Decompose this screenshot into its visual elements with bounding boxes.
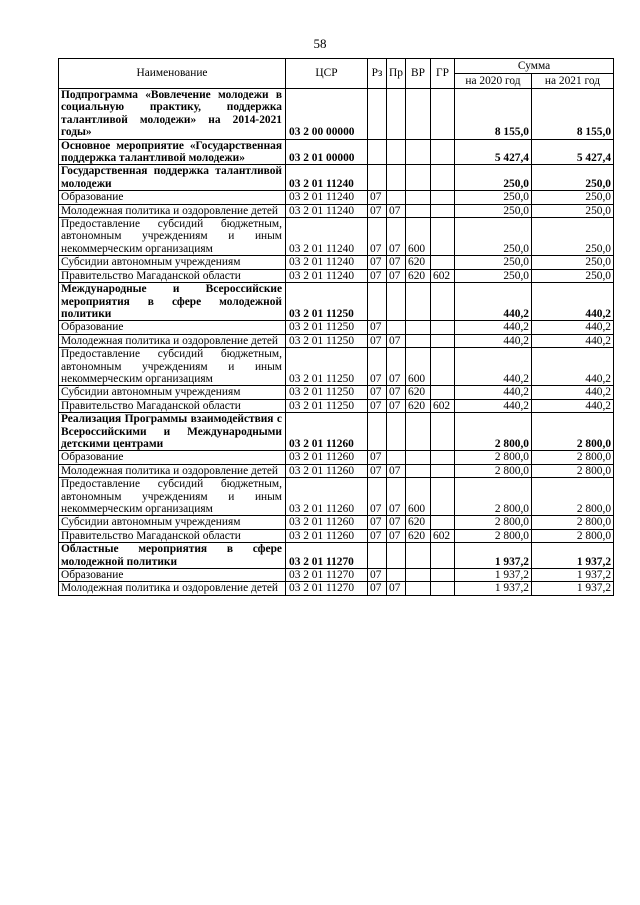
row-gr xyxy=(431,139,455,165)
table-row xyxy=(59,464,614,477)
row-csr: 03 2 01 11240 xyxy=(286,218,368,256)
table-row xyxy=(59,348,614,386)
row-gr: 602 xyxy=(431,399,455,412)
row-rz: 07 xyxy=(368,269,387,282)
row-pr: 07 xyxy=(387,348,406,386)
row-vr xyxy=(406,543,431,569)
row-amount-2021: 250,0 xyxy=(532,204,614,217)
row-amount-2020: 2 800,0 xyxy=(455,464,532,477)
row-name: Субсидии автономным учреждениям xyxy=(59,386,286,399)
row-vr: 600 xyxy=(406,348,431,386)
row-csr: 03 2 01 00000 xyxy=(286,139,368,165)
row-gr xyxy=(431,569,455,582)
row-name: Субсидии автономным учреждениям xyxy=(59,256,286,269)
row-name: Молодежная политика и оздоровление детей xyxy=(59,204,286,217)
row-name: Молодежная политика и оздоровление детей xyxy=(59,334,286,347)
row-pr: 07 xyxy=(387,516,406,529)
row-csr: 03 2 01 11250 xyxy=(286,348,368,386)
row-gr xyxy=(431,256,455,269)
row-pr xyxy=(387,89,406,140)
row-amount-2021: 1 937,2 xyxy=(532,569,614,582)
header-csr: ЦСР xyxy=(286,59,368,89)
row-rz xyxy=(368,165,387,191)
row-vr: 620 xyxy=(406,529,431,542)
row-rz: 07 xyxy=(368,582,387,595)
table-row xyxy=(59,283,614,321)
row-name: Субсидии автономным учреждениям xyxy=(59,516,286,529)
row-pr: 07 xyxy=(387,399,406,412)
row-vr: 620 xyxy=(406,399,431,412)
row-amount-2021: 250,0 xyxy=(532,165,614,191)
row-pr: 07 xyxy=(387,386,406,399)
row-rz: 07 xyxy=(368,348,387,386)
row-name: Образование xyxy=(59,569,286,582)
row-amount-2020: 2 800,0 xyxy=(455,529,532,542)
row-gr xyxy=(431,191,455,204)
row-rz: 07 xyxy=(368,478,387,516)
row-amount-2020: 440,2 xyxy=(455,321,532,334)
row-amount-2021: 250,0 xyxy=(532,256,614,269)
row-gr xyxy=(431,413,455,451)
row-amount-2021: 440,2 xyxy=(532,348,614,386)
table-row xyxy=(59,218,614,256)
header-2021: на 2021 год xyxy=(532,74,614,89)
header-gr: ГР xyxy=(431,59,455,89)
table-row xyxy=(59,529,614,542)
row-vr xyxy=(406,334,431,347)
row-amount-2021: 2 800,0 xyxy=(532,451,614,464)
row-pr xyxy=(387,569,406,582)
table-row xyxy=(59,334,614,347)
row-vr xyxy=(406,165,431,191)
row-amount-2021: 8 155,0 xyxy=(532,89,614,140)
row-csr: 03 2 01 11260 xyxy=(286,451,368,464)
row-gr xyxy=(431,283,455,321)
row-amount-2021: 1 937,2 xyxy=(532,582,614,595)
row-gr xyxy=(431,204,455,217)
row-gr xyxy=(431,165,455,191)
row-amount-2020: 5 427,4 xyxy=(455,139,532,165)
row-vr: 620 xyxy=(406,386,431,399)
row-gr xyxy=(431,464,455,477)
row-name: Реализация Программы взаимодействия с Всероссийскими и Международными детскими центрами xyxy=(59,413,286,451)
row-pr xyxy=(387,321,406,334)
table-row xyxy=(59,191,614,204)
table-row xyxy=(59,89,614,140)
row-pr: 07 xyxy=(387,218,406,256)
row-gr xyxy=(431,334,455,347)
header-sum: Сумма xyxy=(455,59,614,74)
row-amount-2020: 2 800,0 xyxy=(455,478,532,516)
row-rz: 07 xyxy=(368,529,387,542)
table-row xyxy=(59,451,614,464)
row-rz: 07 xyxy=(368,451,387,464)
row-gr xyxy=(431,516,455,529)
row-pr xyxy=(387,139,406,165)
row-pr: 07 xyxy=(387,478,406,516)
row-gr xyxy=(431,321,455,334)
row-amount-2021: 2 800,0 xyxy=(532,464,614,477)
row-amount-2020: 250,0 xyxy=(455,165,532,191)
row-amount-2021: 440,2 xyxy=(532,283,614,321)
row-amount-2020: 1 937,2 xyxy=(455,569,532,582)
row-amount-2021: 250,0 xyxy=(532,218,614,256)
row-vr: 600 xyxy=(406,478,431,516)
row-amount-2020: 2 800,0 xyxy=(455,451,532,464)
row-csr: 03 2 01 11250 xyxy=(286,283,368,321)
row-amount-2021: 250,0 xyxy=(532,191,614,204)
table-row xyxy=(59,139,614,165)
row-vr xyxy=(406,582,431,595)
row-name: Предоставление субсидий бюджетным, автономным учреждениям и иным некоммерческим организациям xyxy=(59,218,286,256)
row-csr: 03 2 01 11260 xyxy=(286,516,368,529)
row-amount-2020: 250,0 xyxy=(455,269,532,282)
row-pr xyxy=(387,191,406,204)
table-row xyxy=(59,386,614,399)
row-csr: 03 2 01 11250 xyxy=(286,399,368,412)
row-amount-2020: 250,0 xyxy=(455,191,532,204)
row-csr: 03 2 01 11250 xyxy=(286,334,368,347)
table-row xyxy=(59,321,614,334)
row-amount-2020: 440,2 xyxy=(455,334,532,347)
row-rz xyxy=(368,283,387,321)
row-pr: 07 xyxy=(387,256,406,269)
row-rz: 07 xyxy=(368,464,387,477)
row-amount-2021: 2 800,0 xyxy=(532,413,614,451)
row-name: Государственная поддержка талантливой молодежи xyxy=(59,165,286,191)
row-name: Образование xyxy=(59,321,286,334)
row-name: Международные и Всероссийские мероприятия в сфере молодежной политики xyxy=(59,283,286,321)
row-csr: 03 2 01 11250 xyxy=(286,321,368,334)
row-csr: 03 2 01 11260 xyxy=(286,478,368,516)
row-amount-2020: 8 155,0 xyxy=(455,89,532,140)
row-name: Молодежная политика и оздоровление детей xyxy=(59,464,286,477)
row-gr xyxy=(431,582,455,595)
row-csr: 03 2 01 11260 xyxy=(286,413,368,451)
row-amount-2021: 250,0 xyxy=(532,269,614,282)
row-csr: 03 2 01 11240 xyxy=(286,204,368,217)
row-vr xyxy=(406,451,431,464)
row-rz: 07 xyxy=(368,204,387,217)
row-csr: 03 2 01 11250 xyxy=(286,386,368,399)
row-gr xyxy=(431,348,455,386)
row-vr: 600 xyxy=(406,218,431,256)
header-pr: Пр xyxy=(387,59,406,89)
row-amount-2020: 250,0 xyxy=(455,256,532,269)
row-pr xyxy=(387,413,406,451)
table-body xyxy=(59,89,614,596)
table-row xyxy=(59,165,614,191)
table-row xyxy=(59,256,614,269)
row-vr xyxy=(406,89,431,140)
row-csr: 03 2 00 00000 xyxy=(286,89,368,140)
row-pr xyxy=(387,543,406,569)
row-pr xyxy=(387,451,406,464)
row-rz: 07 xyxy=(368,191,387,204)
row-pr: 07 xyxy=(387,334,406,347)
row-name: Молодежная политика и оздоровление детей xyxy=(59,582,286,595)
row-vr xyxy=(406,464,431,477)
row-amount-2020: 440,2 xyxy=(455,399,532,412)
row-rz xyxy=(368,139,387,165)
row-amount-2020: 250,0 xyxy=(455,218,532,256)
row-vr: 620 xyxy=(406,256,431,269)
row-rz: 07 xyxy=(368,218,387,256)
row-csr: 03 2 01 11240 xyxy=(286,256,368,269)
row-name: Областные мероприятия в сфере молодежной политики xyxy=(59,543,286,569)
table-row xyxy=(59,399,614,412)
row-name: Предоставление субсидий бюджетным, автономным учреждениям и иным некоммерческим организациям xyxy=(59,478,286,516)
table-row xyxy=(59,516,614,529)
row-csr: 03 2 01 11260 xyxy=(286,529,368,542)
row-pr: 07 xyxy=(387,529,406,542)
row-rz xyxy=(368,543,387,569)
row-vr xyxy=(406,283,431,321)
row-rz xyxy=(368,89,387,140)
row-pr: 07 xyxy=(387,269,406,282)
row-vr xyxy=(406,569,431,582)
header-vr: ВР xyxy=(406,59,431,89)
row-pr xyxy=(387,283,406,321)
row-amount-2020: 1 937,2 xyxy=(455,543,532,569)
header-rz: Рз xyxy=(368,59,387,89)
row-csr: 03 2 01 11270 xyxy=(286,569,368,582)
row-name: Предоставление субсидий бюджетным, автономным учреждениям и иным некоммерческим организациям xyxy=(59,348,286,386)
table-row xyxy=(59,413,614,451)
table-row xyxy=(59,582,614,595)
row-name: Образование xyxy=(59,451,286,464)
row-gr xyxy=(431,218,455,256)
row-amount-2021: 5 427,4 xyxy=(532,139,614,165)
row-amount-2021: 440,2 xyxy=(532,399,614,412)
header-2020: на 2020 год xyxy=(455,74,532,89)
row-vr xyxy=(406,413,431,451)
row-amount-2021: 2 800,0 xyxy=(532,516,614,529)
row-csr: 03 2 01 11240 xyxy=(286,165,368,191)
row-rz: 07 xyxy=(368,256,387,269)
row-rz: 07 xyxy=(368,516,387,529)
row-gr: 602 xyxy=(431,529,455,542)
row-gr xyxy=(431,386,455,399)
row-amount-2020: 2 800,0 xyxy=(455,413,532,451)
row-rz: 07 xyxy=(368,399,387,412)
row-csr: 03 2 01 11270 xyxy=(286,582,368,595)
row-rz: 07 xyxy=(368,321,387,334)
row-csr: 03 2 01 11240 xyxy=(286,269,368,282)
row-gr xyxy=(431,478,455,516)
row-gr: 602 xyxy=(431,269,455,282)
row-amount-2021: 440,2 xyxy=(532,321,614,334)
row-pr: 07 xyxy=(387,204,406,217)
row-csr: 03 2 01 11240 xyxy=(286,191,368,204)
row-amount-2020: 440,2 xyxy=(455,283,532,321)
page-number: 58 xyxy=(313,36,327,51)
row-gr xyxy=(431,451,455,464)
row-amount-2020: 1 937,2 xyxy=(455,582,532,595)
row-name: Подпрограмма «Вовлечение молодежи в социальную практику, поддержка талантливой молодежи» на 2014-2021 годы» xyxy=(59,89,286,140)
header-name: Наименование xyxy=(59,59,286,89)
row-vr: 620 xyxy=(406,516,431,529)
row-gr xyxy=(431,543,455,569)
row-name: Образование xyxy=(59,191,286,204)
row-vr xyxy=(406,139,431,165)
row-csr: 03 2 01 11270 xyxy=(286,543,368,569)
table-row xyxy=(59,543,614,569)
table-row xyxy=(59,478,614,516)
row-pr: 07 xyxy=(387,582,406,595)
table-header-row xyxy=(59,59,614,74)
table-row xyxy=(59,269,614,282)
row-vr: 620 xyxy=(406,269,431,282)
row-rz: 07 xyxy=(368,569,387,582)
table-row xyxy=(59,569,614,582)
row-amount-2020: 440,2 xyxy=(455,386,532,399)
row-rz: 07 xyxy=(368,334,387,347)
row-amount-2020: 440,2 xyxy=(455,348,532,386)
row-name: Правительство Магаданской области xyxy=(59,269,286,282)
row-vr xyxy=(406,191,431,204)
row-name: Основное мероприятие «Государственная поддержка талантливой молодежи» xyxy=(59,139,286,165)
row-rz: 07 xyxy=(368,386,387,399)
row-amount-2021: 440,2 xyxy=(532,386,614,399)
table-row xyxy=(59,204,614,217)
row-amount-2021: 2 800,0 xyxy=(532,478,614,516)
row-amount-2021: 2 800,0 xyxy=(532,529,614,542)
row-gr xyxy=(431,89,455,140)
row-amount-2021: 440,2 xyxy=(532,334,614,347)
row-vr xyxy=(406,204,431,217)
row-vr xyxy=(406,321,431,334)
row-rz xyxy=(368,413,387,451)
row-pr xyxy=(387,165,406,191)
row-pr: 07 xyxy=(387,464,406,477)
row-amount-2020: 2 800,0 xyxy=(455,516,532,529)
row-name: Правительство Магаданской области xyxy=(59,399,286,412)
row-csr: 03 2 01 11260 xyxy=(286,464,368,477)
row-name: Правительство Магаданской области xyxy=(59,529,286,542)
row-amount-2020: 250,0 xyxy=(455,204,532,217)
budget-table xyxy=(58,58,614,596)
row-amount-2021: 1 937,2 xyxy=(532,543,614,569)
